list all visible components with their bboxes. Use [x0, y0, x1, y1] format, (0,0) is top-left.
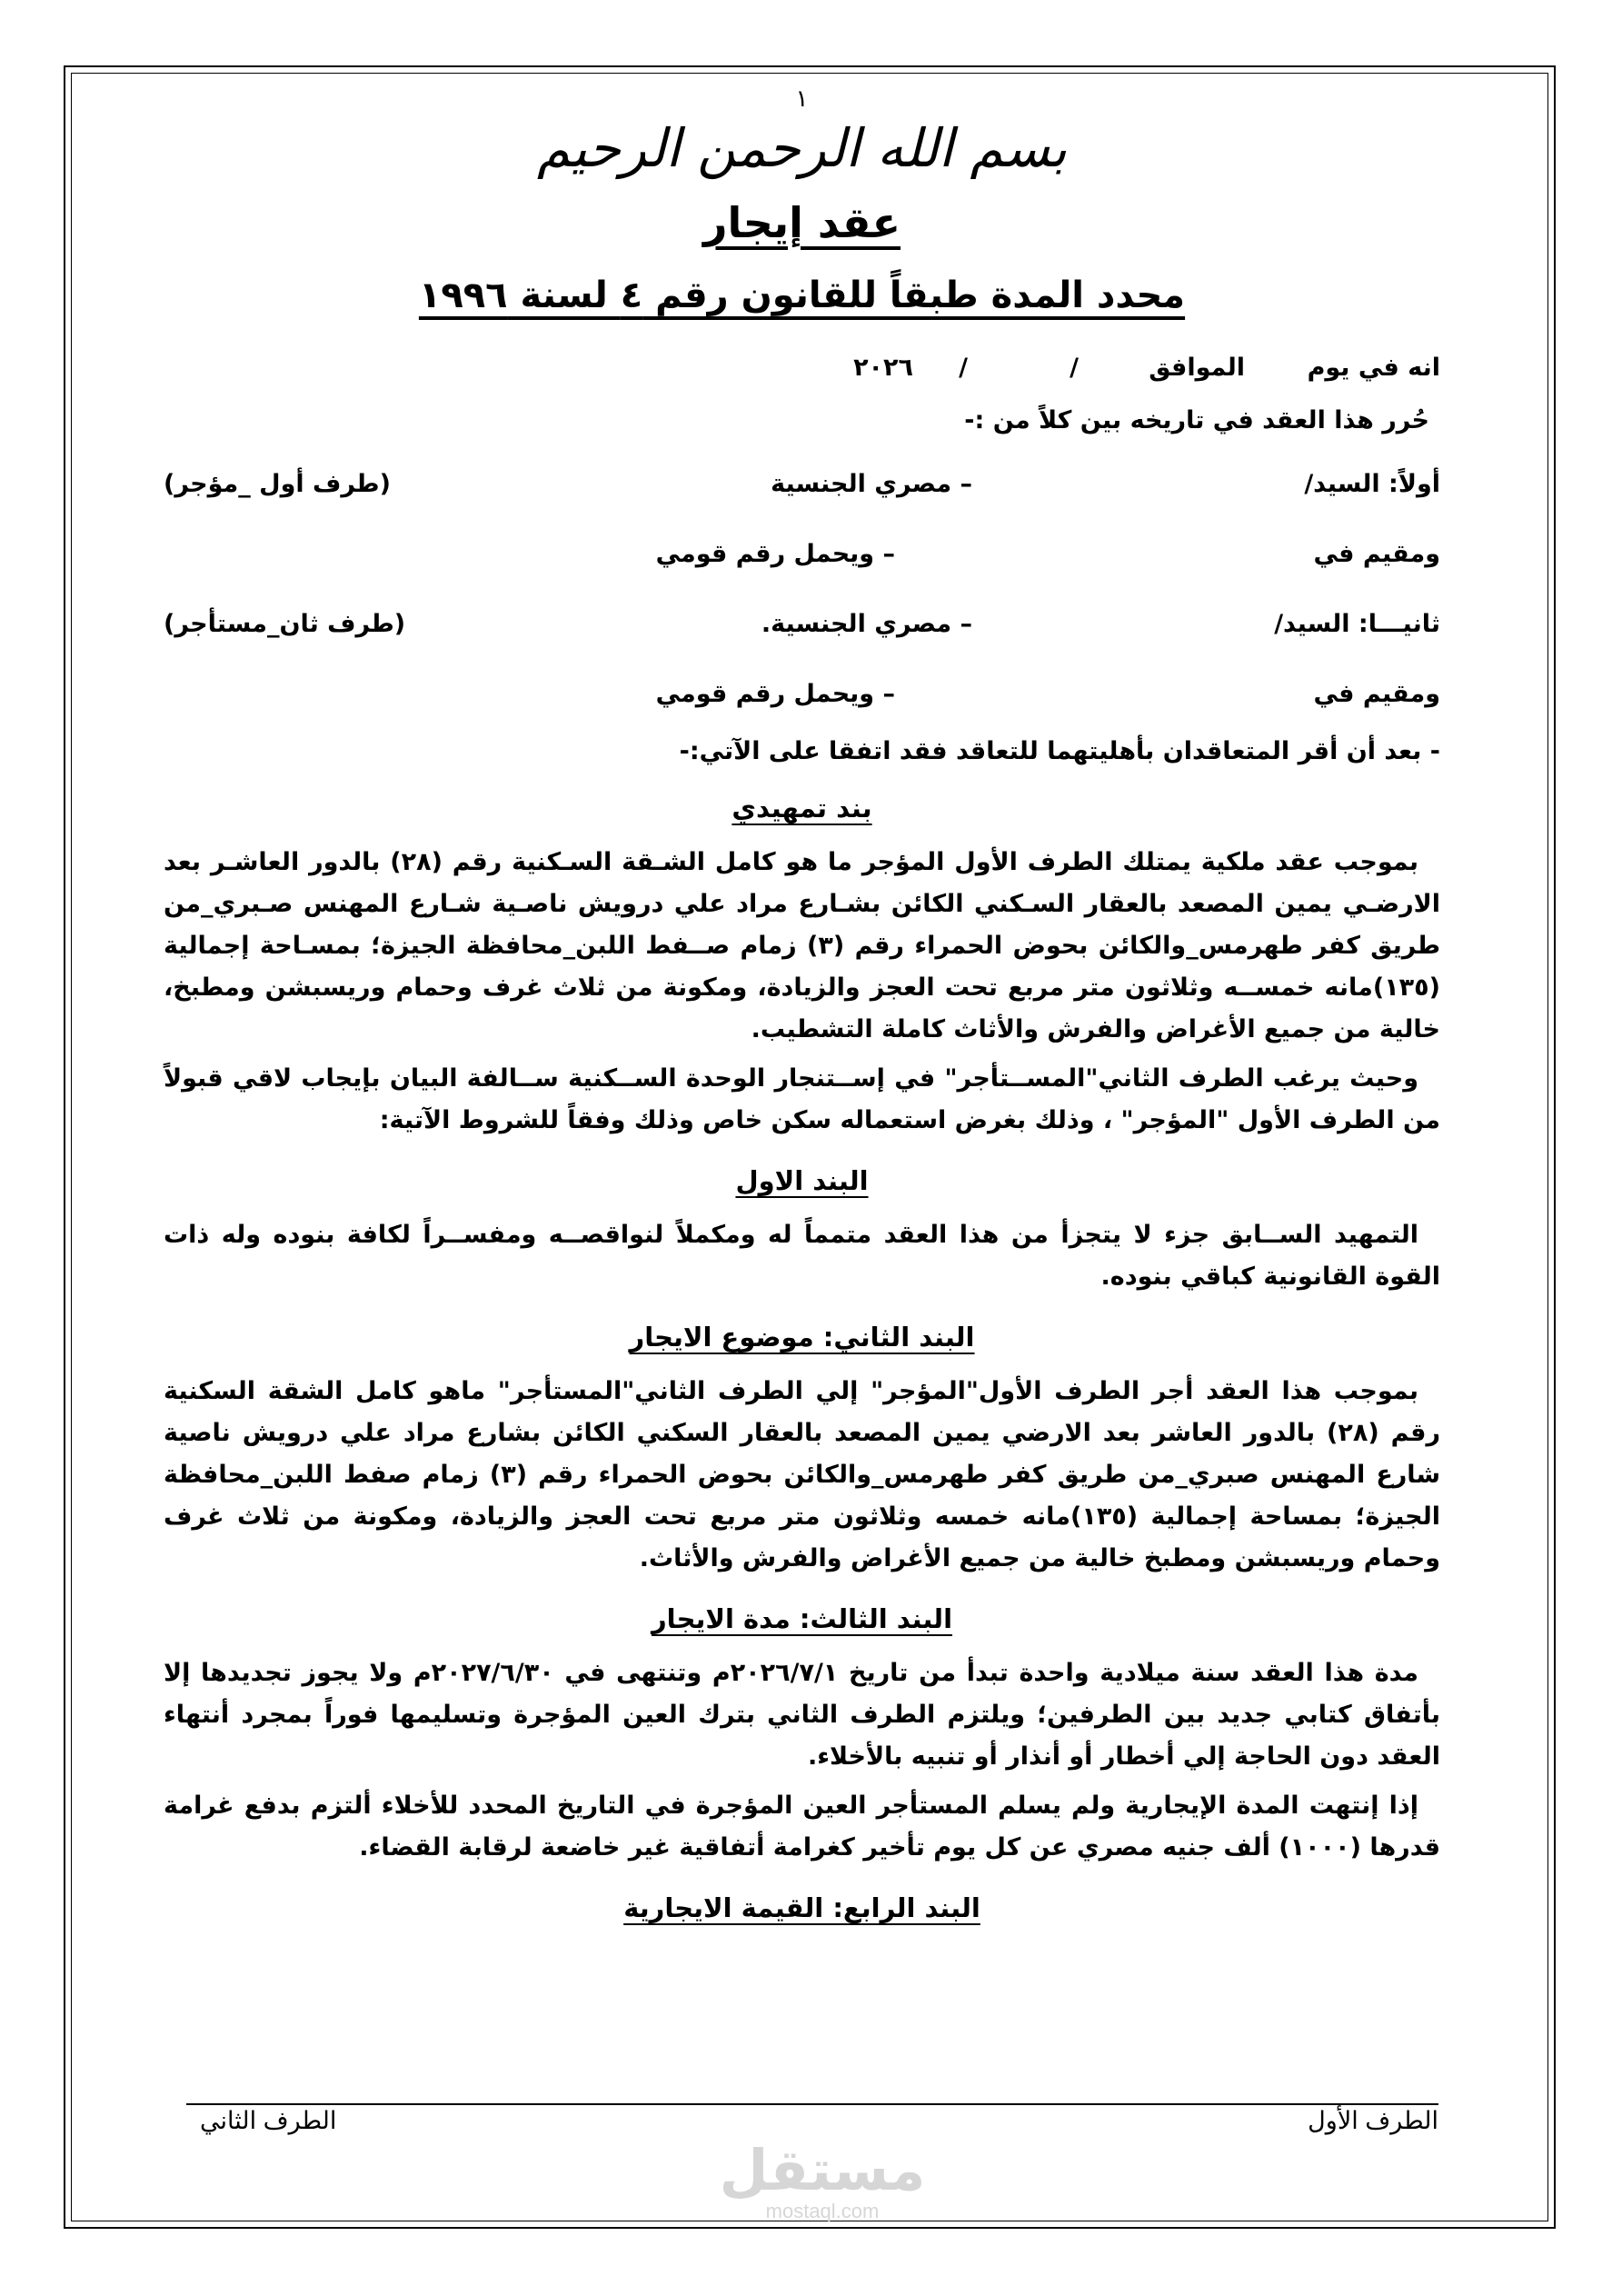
date-label: انه في يوم [1307, 353, 1440, 382]
party2-nationality: – مصري الجنسية. [761, 609, 972, 638]
date-slash-1: / [1070, 353, 1079, 382]
first-clause-heading: البند الاول [735, 1164, 869, 1196]
contract-subtitle: محدد المدة طبقاً للقانون رقم ٤ لسنة ١٩٩٦ [418, 274, 1186, 316]
footer-divider [186, 2103, 1438, 2105]
party2-row [164, 589, 1440, 659]
party2-residence-row [164, 659, 1440, 729]
party2-role: (طرف ثان_مستأجر) [164, 609, 406, 638]
date-corresponding: الموافق [1149, 353, 1245, 382]
watermark-logo-text: مستقل [719, 2137, 926, 2203]
agreement-line: - بعد أن أقر المتعاقدان بأهليتهما للتعاقد فقد اتفقا على الآتي:- [679, 736, 1440, 765]
second-clause-paragraph: بموجب هذا العقد أجر الطرف الأول"المؤجر" إلي الطرف الثاني"المستأجر" ماهو كامل الشقة السكنية رقم (٢٨) بالدور العاشر بعد الارضي يمين المصعد بالعقار السكني الكائن بشارع مراد علي درويش ناصية شارع المهنس صبري_من طريق كفر طهرمس_والكائن بحوض الحمراء رقم (٣) زمام صفط اللبن_محافظة الجيزة؛ بمساحة إجمالية (١٣٥)مانه خمسه وثلاثون متر مربع تحت العجز والزيادة، ومكونة من ثلاث غرف وحمام وريسبشن ومطبخ خالية من جميع الأغراض والفرش والأثاث. [164, 1376, 1440, 1572]
footer-party1-signature: الطرف الأول [1308, 2107, 1438, 2134]
date-slash-2: / [959, 353, 968, 382]
between-line: حُرر هذا العقد في تاريخه بين كلاً من :- [964, 405, 1429, 434]
page-number: ١ [795, 85, 809, 113]
party1-residence-label: ومقيم في [1313, 539, 1440, 568]
preamble-heading: بند تمهيدي [731, 792, 872, 824]
party1-role: (طرف أول _مؤجر) [164, 469, 391, 498]
third-clause-paragraph-1: مدة هذا العقد سنة ميلادية واحدة تبدأ من تاريخ ٢٠٢٦/٧/١م وتنتهى في ٢٠٢٧/٦/٣٠م ولا يجوز تجديدها إلا بأتفاق كتابي جديد بين الطرفين؛ ويلتزم الطرف الثاني بترك العين المؤجرة وتسليمها فوراً بمجرد أنتهاء العقد دون الحاجة إلي أخطار أو أنذار أو تنبيه بالأخلاء. [164, 1658, 1440, 1771]
party1-row [164, 449, 1440, 519]
party2-residence-label: ومقيم في [1313, 679, 1440, 708]
third-clause-paragraph-2: إذا إنتهت المدة الإيجارية ولم يسلم المستأجر العين المؤجرة في التاريخ المحدد للأخلاء ألتزم بدفع غرامة قدرها (١٠٠٠) ألف جنيه مصري عن كل يوم تأخير كغرامة أتفاقية غير خاضعة لرقابة القضاء. [164, 1791, 1440, 1862]
contract-title: عقد إيجار [702, 197, 901, 247]
contract-body [164, 82, 1440, 1942]
footer-party2-signature: الطرف الثاني [200, 2107, 337, 2134]
preamble-paragraph-1: بموجب عقد ملكية يمتلك الطرف الأول المؤجر ما هو كامل الشـقة السـكنية رقم (٢٨) بالدور العاشـر بعد الارضـي يمين المصعد بالعقار السـكني الكائن بشـارع مراد علي درويش ناصـية شـارع المهنس صـبري_من طريق كفر طهرمس_والكائن بحوض الحمراء رقم (٣) زمام صــفط اللبن_محافظة الجيزة؛ بمسـاحة إجمالية (١٣٥)مانه خمســه وثلاثون متر مربع تحت العجز والزيادة، ومكونة من ثلاث غرف وحمام وريسبشن ومطبخ، خالية من جميع الأغراض والفرش والأثاث كاملة التشطيب. [164, 847, 1441, 1043]
party1-residence-row [164, 519, 1440, 589]
party2-national-id: – ويحمل رقم قومي [655, 679, 895, 708]
first-clause-paragraph: التمهيد الســابق جزء لا يتجزأ من هذا العقد متمماً له ومكملاً لنواقصــه ومفســراً لكافة بنوده وله ذات القوة القانونية كباقي بنوده. [164, 1220, 1440, 1291]
fourth-clause-heading: البند الرابع: القيمة الايجارية [623, 1892, 980, 1923]
preamble-paragraph-2: وحيث يرغب الطرف الثاني"المســتأجر" في إســتنجار الوحدة الســكنية ســالفة البيان بإيجاب لاقي قبولاً من الطرف الأول "المؤجر" ، وذلك بغرض استعماله سكن خاص وذلك وفقاً للشروط الآتية: [164, 1063, 1440, 1134]
watermark-url: mostaql.com [765, 2200, 880, 2222]
party1-nationality: – مصري الجنسية [771, 469, 972, 498]
second-clause-heading: البند الثاني: موضوع الايجار [629, 1321, 975, 1353]
mostaql-watermark [704, 2137, 940, 2222]
basmala-calligraphy: بسم الله الرحمن الرحيم [537, 117, 1067, 179]
party2-label: ثانيـــا: السيد/ [1274, 609, 1440, 638]
party1-national-id: – ويحمل رقم قومي [655, 539, 895, 568]
party1-label: أولاً: السيد/ [1304, 469, 1440, 498]
date-line [164, 351, 1440, 394]
third-clause-heading: البند الثالث: مدة الايجار [651, 1602, 953, 1634]
date-year: ٢٠٢٦ [853, 353, 913, 382]
